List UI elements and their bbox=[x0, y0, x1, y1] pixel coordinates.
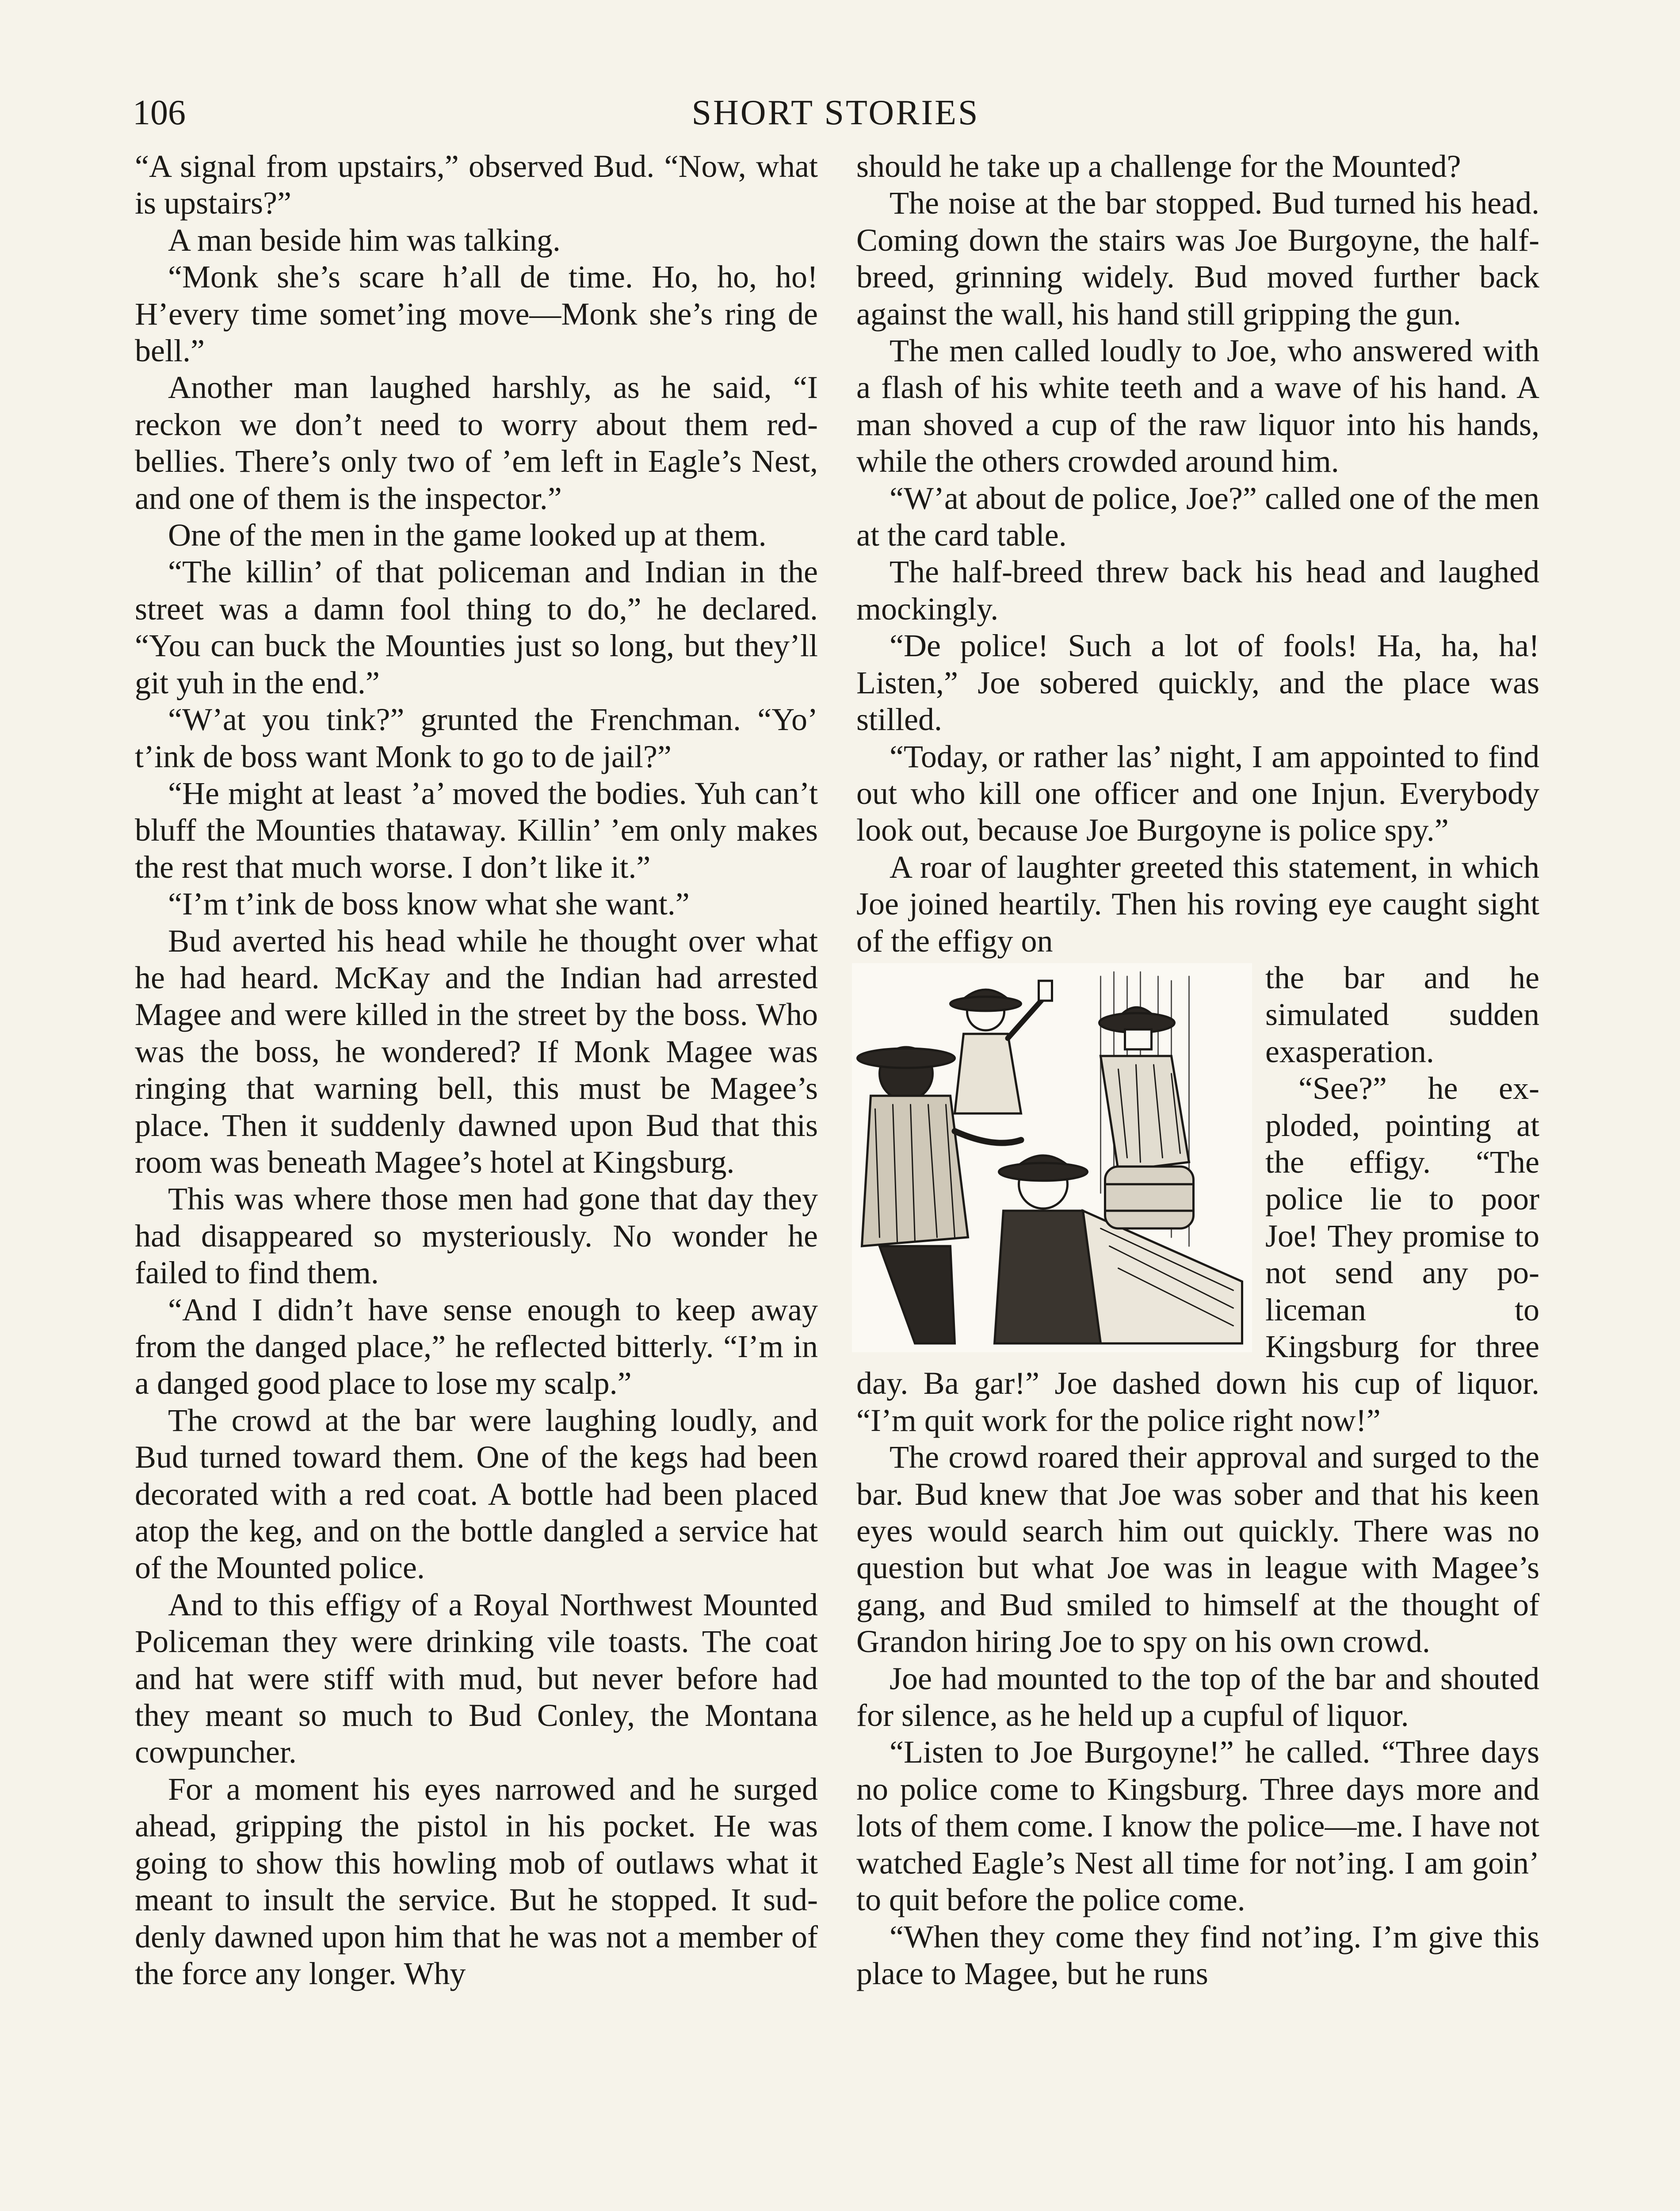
paragraph: “Today, or rather las’ night, I am appointed to find out who kill one officer and one Injun. Everybody look out, because Joe Burgoyne is police spy.” bbox=[856, 738, 1539, 848]
paragraph: And to this effigy of a Royal Northwest Mounted Policeman they were drinking vile toasts. The coat and hat were stiff with mud, but never before had they meant so much to Bud Conley, the Montana cowpuncher. bbox=[135, 1587, 818, 1770]
page-number: 106 bbox=[133, 93, 186, 132]
paragraph: Joe had mounted to the top of the bar and shouted for silence, as he held up a cupful of liquor. bbox=[856, 1660, 1539, 1733]
paragraph: The half-breed threw back his head and laughed mockingly. bbox=[856, 554, 1539, 627]
paragraph: “He might at least ’a’ moved the bodies. Yuh can’t bluff the Mounties thataway. Killin’ ’em only makes the rest that much worse. I don’t like it.” bbox=[135, 775, 818, 885]
paragraph: should he take up a challenge for the Mounted? bbox=[856, 149, 1461, 184]
paragraph: “Listen to Joe Burgoyne!” he called. “Three days no police come to Kingsburg. Three days more and lots of them come. I know the police—me. I have not watched Eagle’s Nest all time for not’ing. I am goin’ to quit before the police come. bbox=[856, 1734, 1539, 1918]
paragraph: “De police! Such a lot of fools! Ha, ha, ha! Listen,” Joe sobered quickly, and the place was stilled. bbox=[856, 628, 1539, 738]
paragraph: “W’at you tink?” grunted the Frenchman. “Yo’ t’ink de boss want Monk to go to de jail?” bbox=[135, 702, 818, 774]
paragraph: “A signal from upstairs,” observed Bud. “Now, what is upstairs?” bbox=[135, 149, 818, 221]
paragraph: This was where those men had gone that day they had disappeared so mysteriously. No wonder he failed to find them. bbox=[135, 1181, 818, 1291]
running-title: SHORT STORIES bbox=[691, 93, 980, 132]
page-header bbox=[133, 93, 1539, 142]
paragraph: “When they come they find not’ing. I’m give this place to Magee, but he runs bbox=[856, 1919, 1539, 1991]
paragraph: Another man laughed harshly, as he said, “I reckon we don’t need to worry about them red-bellies. There’s only two of ’em left in Eagle’s Nest, and one of them is the inspector.” bbox=[135, 370, 818, 516]
left-column bbox=[135, 148, 818, 1992]
paragraph: “And I didn’t have sense enough to keep away from the danged place,” he reflected bitterly. “I’m in a danged good place to lose my scalp.” bbox=[135, 1292, 818, 1401]
paragraph: The crowd roared their approval and surged to the bar. Bud knew that Joe was sober and that his keen eyes would search him out quickly. There was no question but what Joe was in league with Magee’s gang, and Bud smiled to himself at the thought of Grandon hiring Joe to spy on his own crowd. bbox=[856, 1439, 1539, 1660]
paragraph: “See?” he exploded, pointing at the effigy. “The police lie to poor Joe! They promise to not send any policeman to Kingsburg for three day. Ba gar!” Joe dashed down his cup of liquor. “I’m quit work for the police right now!” bbox=[856, 1071, 1539, 1438]
paragraph: Bud averted his head while he thought over what he had heard. McKay and the Indian had arrested Magee and were killed in the street by the boss. Who was the boss, he wondered? If Monk Magee was ringing that warning bell, this must be Magee’s place. Then it suddenly dawned upon Bud that this room was beneath Magee’s hotel at Kingsburg. bbox=[135, 923, 818, 1180]
paragraph: A man beside him was talking. bbox=[168, 222, 561, 258]
paragraph: One of the men in the game looked up at them. bbox=[168, 517, 767, 553]
paragraph: A roar of laughter greeted this statement, in which Joe joined heartily. Then his roving eye caught sight of the effigy on bbox=[856, 849, 1539, 959]
paragraph: The men called loudly to Joe, who answered with a flash of his white teeth and a wave of his hand. A man shoved a cup of the raw liquor into his hands, while the others crowded around him. bbox=[856, 333, 1539, 479]
paragraph: The crowd at the bar were laughing loudly, and Bud turned toward them. One of the kegs had been decorated with a red coat. A bottle had been placed atop the keg, and on the bottle dangled a service hat of the Mounted police. bbox=[135, 1402, 818, 1586]
bar-scene-illustration bbox=[852, 963, 1252, 1352]
paragraph: “W’at about de police, Joe?” called one of the men at the card table. bbox=[856, 480, 1539, 553]
paragraph: the bar and he simulated sudden exasperation. bbox=[1265, 960, 1539, 1069]
paragraph: For a moment his eyes narrowed and he surged ahead, gripping the pistol in his pocket. He was going to show this howling mob of outlaws what it meant to insult the service. But he stopped. It suddenly dawned upon him that he was not a member of the force any longer. Why bbox=[135, 1771, 818, 1991]
ink-drawing bbox=[852, 963, 1252, 1352]
paragraph: “The killin’ of that policeman and Indian in the street was a damn fool thing to do,” he declared. “You can buck the Mounties just so long, but they’ll git yuh in the end.” bbox=[135, 554, 818, 700]
paragraph: The noise at the bar stopped. Bud turned his head. Coming down the stairs was Joe Burgoyne, the half-breed, grinning widely. Bud moved further back against the wall, his hand still gripping the gun. bbox=[856, 185, 1539, 332]
right-column bbox=[856, 148, 1539, 1992]
paragraph: “I’m t’ink de boss know what she want.” bbox=[168, 886, 690, 922]
paragraph: “Monk she’s scare h’all de time. Ho, ho, ho! H’every time somet’ing move—Monk she’s ring de bell.” bbox=[135, 259, 818, 369]
